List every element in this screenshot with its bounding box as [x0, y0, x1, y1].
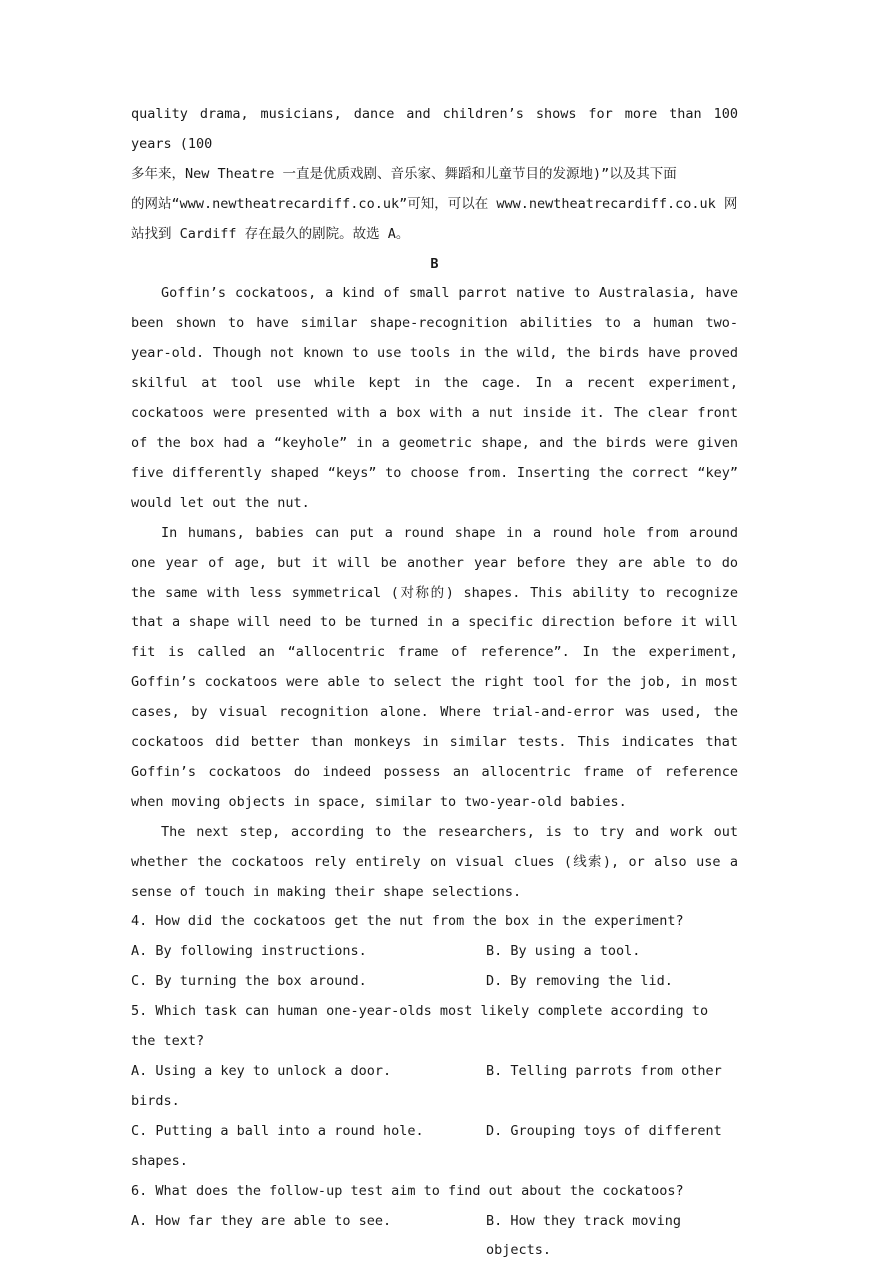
question-stem: 5. Which task can human one-year-olds most likely complete according to the text? — [131, 1003, 709, 1050]
option-a: A. By following instructions. — [131, 943, 367, 960]
question-5 — [131, 997, 738, 1176]
option-c: C. Putting a ball into a round hole. — [131, 1122, 424, 1139]
option-row — [131, 967, 738, 997]
section-heading: B — [430, 255, 439, 272]
option-b: B. By using a tool. — [486, 943, 641, 960]
option-a: A. How far they are able to see. — [131, 1212, 392, 1229]
question-6 — [131, 1177, 738, 1266]
option-b-continuation: birds. — [131, 1092, 180, 1109]
option-row — [131, 1057, 738, 1087]
reading-passage — [131, 279, 738, 907]
option-c: C. By turning the box around. — [131, 973, 367, 990]
option-a: A. Using a key to unlock a door. — [131, 1063, 392, 1079]
intro-block — [131, 100, 738, 250]
option-b: B. How they track moving objects. — [486, 1212, 682, 1259]
option-b: B. Telling parrots from other — [486, 1063, 722, 1079]
option-d-continuation: shapes. — [131, 1152, 188, 1169]
option-row — [131, 1117, 738, 1147]
option-d: D. Grouping toys of different — [486, 1122, 722, 1139]
question-4 — [131, 907, 738, 997]
passage-paragraph-1: Goffin’s cockatoos, a kind of small parrot native to Australasia, have been shown to have similar shape-recognition abilities to a human two-year-old. Though not known to use tools in the wild, the birds have proved skilful at tool use while kept in the cage. In a recent experiment, cockatoos were presented with a box with a nut inside it. The clear front of the box had a “keyhole” in a geometric shape, and the birds were given five differently shaped “keys” to choose from. Inserting the correct “key” would let out the nut. — [131, 285, 738, 511]
intro-line: 站找到 Cardiff 存在最久的剧院。故选 A。 — [131, 225, 410, 242]
intro-line: 多年来，New Theatre 一直是优质戏剧、音乐家、舞蹈和儿童节目的发源地)”以及其下面 — [131, 165, 677, 182]
option-row — [131, 1207, 738, 1266]
question-stem: 4. How did the cockatoos get the nut from the box in the experiment? — [131, 913, 684, 930]
intro-line: quality drama, musicians, dance and children’s shows for more than 100 years (100 — [131, 106, 738, 152]
passage-paragraph-2: In humans, babies can put a round shape in a round hole from around one year of age, but it will be another year before they are able to do the same with less symmetrical (对称的) shapes. This ability to recognize that a shape will need to be turned in a specific direction before it will fit is called an “allocentric frame of reference”. In the experiment, Goffin’s cockatoos were able to select the right tool for the job, in most cases, by visual recognition alone. Where trial-and-error was used, the cockatoos did better than monkeys in similar tests. This indicates that Goffin’s cockatoos do indeed possess an allocentric frame of reference when moving objects in space, similar to two-year-old babies. — [131, 524, 738, 810]
intro-line: 的网站“www.newtheatrecardiff.co.uk”可知，可以在 www.newtheatrecardiff.co.uk 网 — [131, 195, 738, 212]
option-d: D. By removing the lid. — [486, 973, 673, 990]
question-stem: 6. What does the follow-up test aim to find out about the cockatoos? — [131, 1182, 684, 1199]
passage-paragraph-3: The next step, according to the researchers, is to try and work out whether the cockatoos rely entirely on visual clues (线索), or also use a sense of touch in making their shape selections. — [131, 823, 738, 900]
document-page — [131, 100, 738, 1266]
option-row — [131, 937, 738, 967]
